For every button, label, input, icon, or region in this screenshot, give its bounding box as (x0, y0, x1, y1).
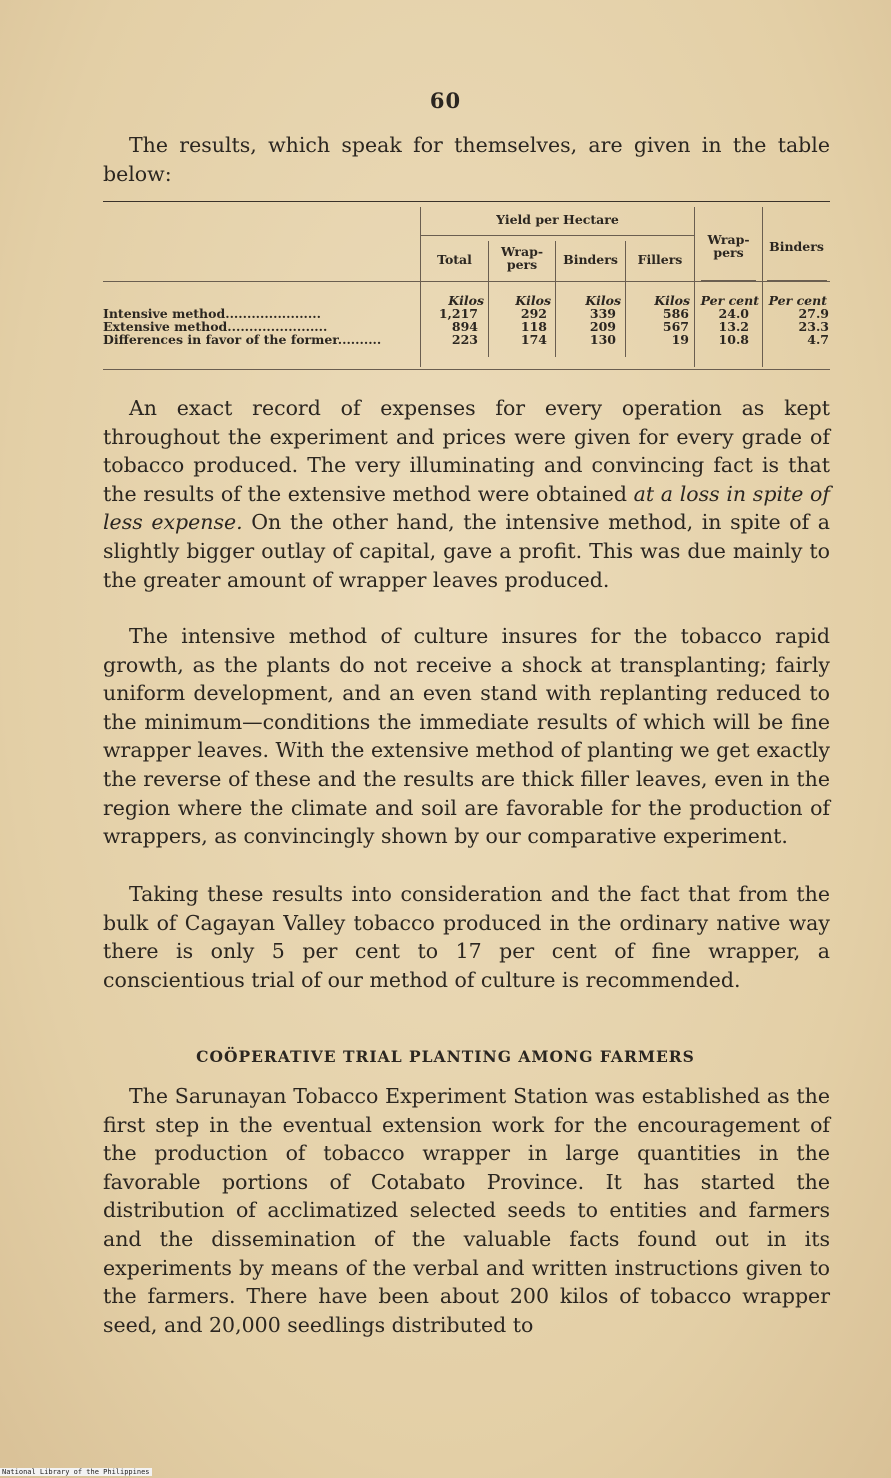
unit-wrappers-pct: Per cent (700, 293, 759, 308)
unit-binders: Kilos (585, 293, 621, 308)
table-top-rule (103, 201, 830, 202)
table-cell: 19 (671, 332, 689, 347)
paragraph-text: On the other hand, the intensive method, in spite of a slightly bigger outlay of capital, gave a profit. This was due mainly to the greater amount of wrapper leaves produced. (103, 510, 830, 592)
table-cell: 894 (451, 319, 478, 334)
row-label-extensive: Extensive method....................... (103, 321, 328, 334)
col-header-fillers: Fillers (637, 252, 683, 267)
table-cell: 130 (589, 332, 616, 347)
paragraph-intensive-method: The intensive method of culture insures for the tobacco rapid growth, as the plants do not receive a shock at transplanting; fairly uniform development, and an even stand with replanting reduced to the minimum—conditions the immediate results of which will be fine wrapper leaves. With the extensive method of planting we get exactly the reverse of these and the results are thick filler leaves, even in the region where the climate and soil are favorable for the production of wrappers, as convincingly shown by our comparative experiment. (103, 624, 830, 849)
table-cell: 292 (520, 306, 547, 321)
table-cell: 567 (662, 319, 689, 334)
row-label-differences: Differences in favor of the former.......... (103, 334, 382, 347)
intro-paragraph: The results, which speak for themselves, are given in the table below: (103, 133, 830, 186)
paragraph-recommendation: Taking these results into consideration and the fact that from the bulk of Cagayan Valley tobacco produced in the ordinary native way there is only 5 per cent to 17 per cent of fine wrapper, a conscientious trial of our method of culture is recommended. (103, 882, 830, 992)
table-cell: 339 (589, 306, 616, 321)
col-header-total: Total (437, 252, 472, 267)
header-sub-rule (701, 280, 756, 281)
table-cell: 174 (520, 332, 547, 347)
table-cell: 13.2 (718, 319, 749, 334)
unit-binders-pct: Per cent (768, 293, 827, 308)
table-cell: 4.7 (807, 332, 829, 347)
table-cell: 1,217 (438, 306, 478, 321)
table-bottom-rule (103, 369, 830, 370)
emphasis-text: at a loss in spite of less expense. (103, 481, 830, 535)
section-heading: COÖPERATIVE TRIAL PLANTING AMONG FARMERS (196, 1047, 695, 1066)
table-cell: 24.0 (718, 306, 749, 321)
group-header: Yield per Hectare (496, 212, 619, 227)
paragraph-text: An exact record of expenses for every operation as kept throughout the experiment and prices were given for every grade of tobacco produced. The very illuminating and convincing fact is that the results of the extensive method were obtained (103, 396, 830, 506)
table-cell: 586 (662, 306, 689, 321)
unit-wrappers: Kilos (515, 293, 551, 308)
unit-fillers: Kilos (654, 293, 690, 308)
col-header-binders-pct: Binders (769, 239, 824, 254)
paragraph-sarunayan: The Sarunayan Tobacco Experiment Station was established as the first step in the eventual extension work for the encouragement of the production of tobacco wrapper in large quantities in the favorable portions of Cotabato Province. It has started the distribution of acclimatized selected seeds to entities and farmers and the dissemination of the valuable facts found out in its experiments by means of the verbal and written instructions given to the farmers. There have been about 200 kilos of tobacco wrapper seed, and 20,000 seedlings distributed to (103, 1084, 830, 1337)
unit-total: Kilos (448, 293, 484, 308)
yield-table (103, 201, 830, 373)
col-header-wrappers-pct: Wrap- pers (707, 232, 750, 260)
table-cell: 118 (520, 319, 547, 334)
table-cell: 223 (451, 332, 478, 347)
paragraph-expenses (103, 394, 830, 594)
col-header-wrappers: Wrap- pers (500, 244, 544, 272)
group-header-rule (421, 235, 694, 236)
col-header-binders: Binders (563, 252, 618, 267)
row-label-intensive: Intensive method...................... (103, 308, 321, 321)
table-cell: 27.9 (798, 306, 829, 321)
table-cell: 209 (589, 319, 616, 334)
library-credit: National Library of the Philippines (2, 1468, 150, 1476)
header-sub-rule (767, 280, 827, 281)
header-bottom-rule (103, 281, 830, 282)
page-number: 60 (429, 88, 462, 113)
table-cell: 10.8 (718, 332, 749, 347)
table-cell: 23.3 (798, 319, 829, 334)
